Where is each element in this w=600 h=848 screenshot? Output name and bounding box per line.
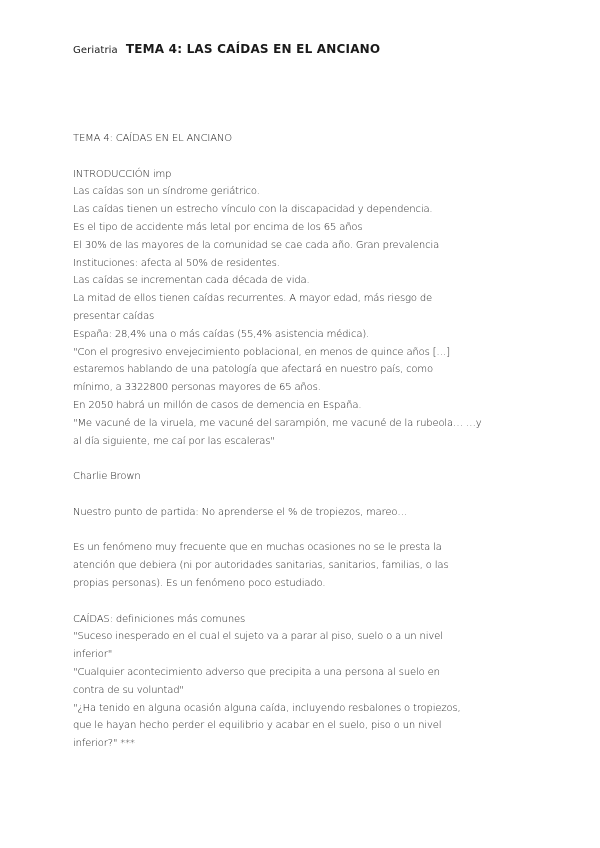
- text-line: Charlie Brown: [73, 471, 141, 483]
- text-line: que le hayan hecho perder el equilibrio y acabar en el suelo, piso o un nivel: [73, 720, 442, 732]
- text-line: El 30% de las mayores de la comunidad se cae cada año. Gran prevalencia: [73, 239, 440, 251]
- text-line: inferior?" ***: [73, 738, 135, 750]
- text-line: "¿Ha tenido en alguna ocasión alguna caída, incluyendo resbalones o tropiezos,: [73, 702, 461, 714]
- header-subject: Geriatria: [73, 45, 118, 56]
- text-line: contra de su voluntad": [73, 684, 184, 696]
- text-line: inferior": [73, 649, 113, 661]
- text-line: "Suceso inesperado en el cual el sujeto va a parar al piso, suelo o a un nivel: [73, 631, 443, 643]
- text-line: "Cualquier acontecimiento adverso que precipita a una persona al suelo en: [73, 666, 440, 678]
- text-line: propias personas). Es un fenómeno poco estudiado.: [73, 577, 326, 589]
- paragraph-gap: [73, 148, 543, 166]
- header-title: TEMA 4: LAS CAÍDAS EN EL ANCIANO: [125, 42, 381, 56]
- paragraph-gap: [73, 593, 543, 611]
- text-line: TEMA 4: CAÍDAS EN EL ANCIANO: [73, 133, 232, 144]
- text-line: Las caídas se incrementan cada década de vida.: [73, 275, 310, 287]
- paragraph-gap: [73, 522, 543, 540]
- text-line: estaremos hablando de una patología que afectará en nuestro país, como: [73, 364, 433, 376]
- text-line: Nuestro punto de partida: No aprenderse el % de tropiezos, mareo…: [73, 506, 408, 518]
- text-line: Instituciones: afecta al 50% de residentes.: [73, 257, 280, 269]
- text-line: España: 28,4% una o más caídas (55,4% asistencia médica).: [73, 328, 370, 340]
- text-line: Es un fenómeno muy frecuente que en muchas ocasiones no se le presta la: [73, 542, 442, 554]
- text-line: En 2050 habrá un millón de casos de demencia en España.: [73, 399, 362, 411]
- paragraph-gap: [73, 486, 543, 504]
- text-line: atención que debiera (ni por autoridades sanitarias, sanitarios, familias, o las: [73, 560, 449, 572]
- text-line: "Me vacuné de la viruela, me vacuné del sarampión, me vacuné de la rubeola… …y: [73, 417, 482, 429]
- text-line: CAÍDAS: definiciones más comunes: [73, 613, 246, 625]
- text-line: "Con el progresivo envejecimiento poblacional, en menos de quince años […]: [73, 346, 451, 358]
- text-line: Las caídas son un síndrome geriátrico.: [73, 186, 260, 198]
- text-line: Es el tipo de accidente más letal por encima de los 65 años: [73, 221, 363, 233]
- text-line: INTRODUCCIÓN imp: [73, 168, 172, 180]
- text-line: Las caídas tienen un estrecho vínculo con la discapacidad y dependencia.: [73, 204, 433, 216]
- text-line: al día siguiente, me caí por las escaleras": [73, 435, 275, 447]
- paragraph-gap: [73, 450, 543, 468]
- text-line: La mitad de ellos tienen caídas recurrentes. A mayor edad, más riesgo de: [73, 293, 433, 305]
- page-header: [73, 38, 553, 57]
- text-line: mínimo, a 3322800 personas mayores de 65 años.: [73, 382, 321, 394]
- document-body: [73, 130, 543, 753]
- text-line: presentar caídas: [73, 310, 155, 322]
